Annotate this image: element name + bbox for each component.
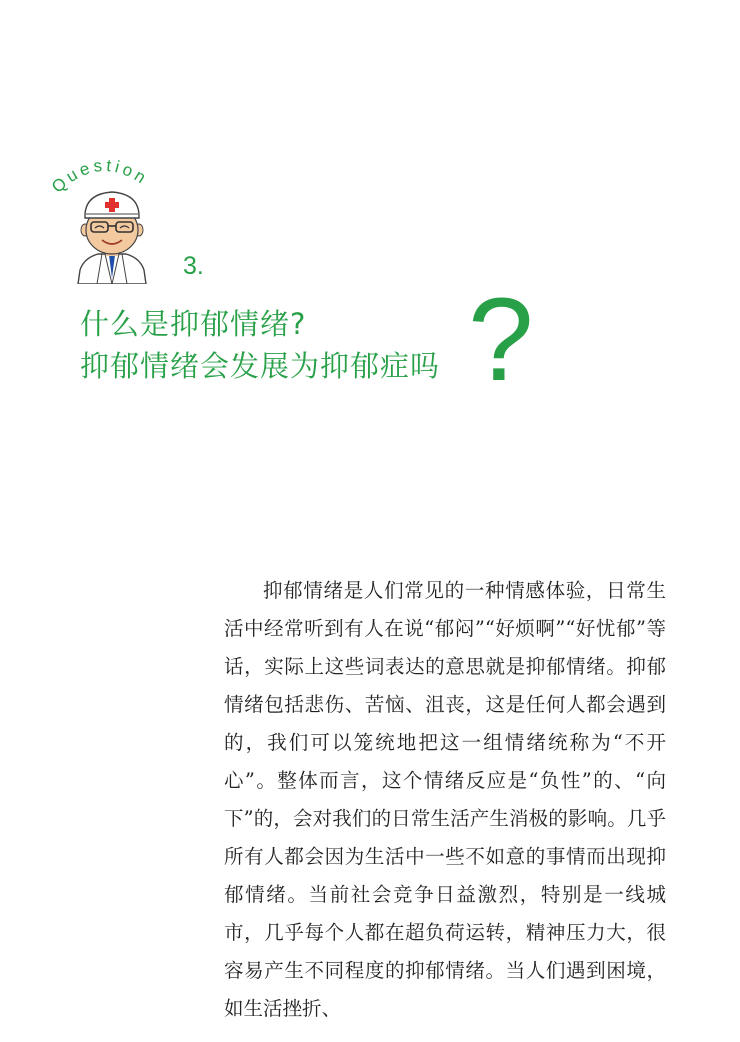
doctor-icon [72,188,152,284]
question-word-text: Question [48,155,153,197]
question-number: 3. [183,252,204,280]
page-title [80,303,440,387]
title-line-2: 抑郁情绪会发展为抑郁症吗 [80,349,441,383]
body-paragraph: 抑郁情绪是人们常见的一种情感体验，日常生活中经常听到有人在说“郁闷”“好烦啊”“好忧郁”等话，实际上这些词表达的意思就是抑郁情绪。抑郁情绪包括悲伤、苦恼、沮丧，这是任何人都会遇到的，我们可以笼统地把这一组情绪统称为“不开心”。整体而言，这个情绪反应是“负性”的、“向下”的，会对我们的日常生活产生消极的影响。几乎所有人都会因为生活中一些不如意的事情而出现抑郁情绪。当前社会竞争日益激烈，特别是一线城市，几乎每个人都在超负荷运转，精神压力大，很容易产生不同程度的抑郁情绪。当人们遇到困境，如生活挫折、 [224,579,666,1020]
big-question-mark: ? [468,274,534,406]
title-line-1: 什么是抑郁情绪? [80,307,307,341]
